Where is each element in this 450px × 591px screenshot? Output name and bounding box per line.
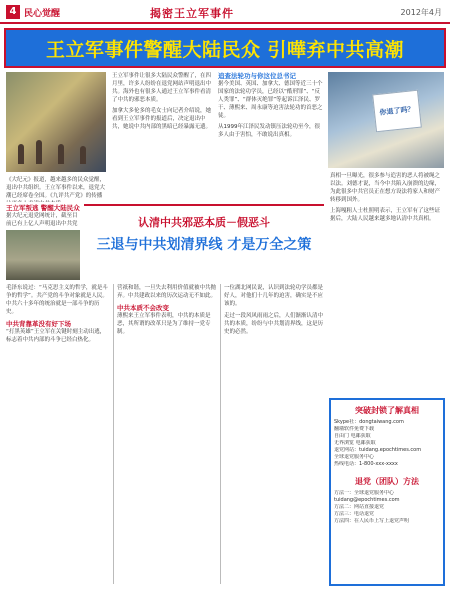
column-6 — [117, 284, 217, 586]
sidebar-line[interactable]: tuidang@epochtimes.com — [334, 497, 400, 503]
column-4-more: 上海嘎粗人士杜照明表示，王立军有了这些证据后，大陆人民越来越多地认清中共真相。 — [330, 208, 441, 222]
feature-title: 认清中共邪恶本质－假恶斗 — [138, 216, 270, 229]
column-1 — [6, 176, 106, 202]
sidebar-line: 方法二：网站直接退党 — [334, 504, 385, 510]
sidebar-line: Skype社：dongtaiwang.com — [334, 419, 404, 425]
column-2-more: 加拿大多伦多的毛女士向记者介绍说，她看到王立军事件的报道后，决定退出中共，她说中共内部的黑暗已经暴露无遗。 — [112, 108, 212, 130]
column-4 — [330, 172, 444, 294]
feature-subtitle: 三退与中共划清界线 才是万全之策 — [96, 237, 312, 253]
person-figure — [18, 144, 24, 164]
feature-headline-box — [84, 204, 324, 274]
column-1-sub — [6, 204, 80, 228]
masthead-title: 揭密王立军事件 — [150, 7, 234, 20]
sidebar-line: 方法三：电话退党 — [334, 511, 375, 517]
column-5-more: “打黑英雄”王立军在关键时刻主动出逃，标志着中共内部的斗争已经白热化。 — [6, 329, 106, 343]
sign-photo — [328, 72, 444, 168]
info-sidebar — [329, 398, 445, 586]
column-6-text: 营祇和谐，一旦失去利用价值就被中共抛弃。中共建政以来的历次运动无不如此。 — [117, 285, 217, 299]
column-divider — [113, 284, 114, 584]
sidebar-line: 方法一：全球退党服务中心 — [334, 490, 395, 496]
main-headline-banner — [4, 28, 446, 68]
column-6-subhead: 中共本质不会改变 — [117, 304, 169, 312]
sidebar-line: 热线电话：1-800-xxx-xxxx — [334, 461, 398, 467]
header-rule — [0, 22, 450, 24]
column-3-more: 从1999年江泽民发动镇压法轮功至今，很多人由于害怕，不敢说出真相。 — [218, 124, 320, 138]
column-7-more: 走过一段风风雨雨之后，人们渐渐认清中共的本质，纷纷与中共划清界线，这是历史的必然。 — [224, 313, 324, 335]
sidebar-line: 无界浏览 电邮获取 — [334, 440, 376, 446]
crowd-photo — [6, 230, 80, 280]
sign-board: 你退了吗？ — [372, 90, 422, 133]
sidebar-title: 突破封锁了解真相 — [355, 406, 419, 415]
issue-date: 2012年4月 — [400, 8, 442, 17]
sidebar-title-2: 退党（团队）方法 — [355, 477, 419, 486]
main-headline: 王立军事件警醒大陆民众 引嘩弃中共高潮 — [45, 38, 405, 61]
person-figure — [58, 144, 64, 164]
sidebar-line: 翻墙软件免费下载 — [334, 426, 375, 432]
column-6-more: 薄熙来王立军事件表明，中共的本质是恶，其所谓的改革只是为了维持一党专制。 — [117, 313, 211, 335]
page-header — [0, 0, 450, 24]
person-figure — [80, 146, 86, 164]
page-number: 4 — [6, 5, 20, 19]
sidebar-line: 全球退党服务中心 — [334, 454, 375, 460]
column-3-text: 据今美国、英国、加拿大、德国等近三十个国家的法轮功学员，已经以“酷刑罪”、“反人类罪”、“群体灭绝罪”等起诉江泽民、罗干、薄熙来、周永康等迫害法轮功的首恶之徒。 — [218, 81, 323, 119]
sidebar-line: 方法四：在人民币上写上退党声明 — [334, 518, 410, 524]
column-5-text: 毛泽东说过：“马克思主义的哲学，就是斗争的哲学”。共产党的斗争对象就是人民。中共六十多年的统治就是一部斗争的历史。 — [6, 285, 108, 315]
column-1-text: 《大纪元》报道，越来越多的民众觉醒，退出中共组织。王立军事件以来，退党大潮已经席卷全国。《九评共产党》的传播 — [6, 177, 106, 199]
section-title: 民心觉醒 — [24, 9, 61, 19]
protest-photo — [6, 72, 106, 172]
column-4-text: 真相一旦曝光，很多参与追害的恶人将被绳之以法。刘德才说，当今中共陷入崩溃的边缘，为此很多中共官员正在想方设法将家人和财产转移到国外。 — [330, 173, 441, 203]
person-figure — [36, 140, 42, 164]
column-5-subhead: 中共背靠革没有好下场 — [6, 320, 71, 328]
column-3 — [218, 72, 324, 202]
column-1-more: 据大纪元退党网统计，截至目前已有上亿人声明退出中共党 — [6, 213, 78, 227]
sidebar-line[interactable]: 退党网站：tuidang.epochtimes.com — [334, 447, 422, 453]
column-divider — [220, 284, 221, 584]
column-2 — [112, 72, 212, 202]
sidebar-line: 自由门 电邮获取 — [334, 433, 371, 439]
column-7 — [224, 284, 324, 586]
column-5 — [6, 284, 110, 586]
column-2-text: 王立军事件让很多大陆民众警醒了，在四月里，许多人纷纷在退党网站声明退出中共。海外也有很多人通过王立军事件看清了中共的邪恶本质。 — [112, 73, 212, 103]
column-7-text: 一位湖北网民说，认识到法轮功学员都是好人，对他们十几年的迫害，确实是不应该的。 — [224, 285, 324, 307]
column-3-subhead: 追查法轮功与你这位总书记 — [218, 72, 296, 80]
column-1-subhead: 王立军叛逃 警醒大陆民众 — [6, 204, 80, 212]
